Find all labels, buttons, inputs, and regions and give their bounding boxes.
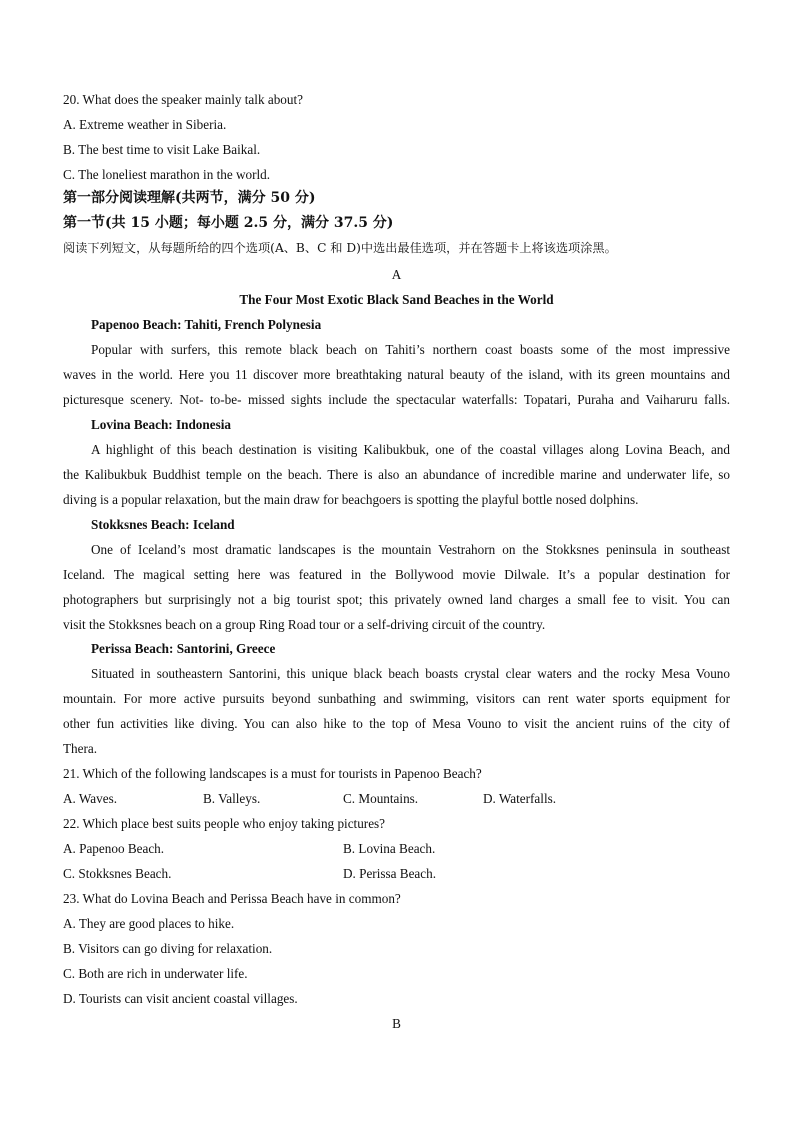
next-passage-letter: B <box>392 1016 401 1031</box>
passage-letter: A <box>391 267 402 282</box>
paragraph-line: mountain. For more active pursuits beyond sunbathing and swimming, visitors can rent water sports equipment for <box>63 691 730 706</box>
beach-heading: Stokksnes Beach: Iceland <box>91 517 235 532</box>
q21-option-c: C. Mountains. <box>343 791 419 806</box>
q20-option-c: C. The loneliest marathon in the world. <box>63 167 271 182</box>
q20-option-a: A. Extreme weather in Siberia. <box>63 117 227 132</box>
part-heading: 第一部分阅读理解(共两节，满分 50 分) <box>63 190 316 206</box>
beach-heading: Perissa Beach: Santorini, Greece <box>91 641 276 656</box>
paragraph-line: photographers but surprisingly not a big tourist spot; this privately owned land charges a small fee to visit. You can <box>63 592 730 607</box>
passage-title: The Four Most Exotic Black Sand Beaches in the World <box>239 292 554 307</box>
paragraph-line: waves in the world. Here you 11 discover more breathtaking natural beauty of the island, with its green mountains and <box>63 367 730 382</box>
q20-option-b: B. The best time to visit Lake Baikal. <box>63 142 261 157</box>
beach-heading: Papenoo Beach: Tahiti, French Polynesia <box>91 317 322 332</box>
instructions: 阅读下列短文，从每题所给的四个选项(A、B、C 和 D)中选出最佳选项，并在答题卡上将该选项涂黑。 <box>63 241 617 255</box>
paragraph-line: diving is a popular relaxation, but the main draw for beachgoers is spotting the playful bottle nosed dolphins. <box>63 492 639 507</box>
paragraph-line: Situated in southeastern Santorini, this unique black beach boasts crystal clear waters and the rocky Mesa Vouno <box>91 666 730 681</box>
q20-stem: 20. What does the speaker mainly talk about? <box>63 92 303 107</box>
q23-option-b: B. Visitors can go diving for relaxation. <box>63 941 273 956</box>
paragraph-line: picturesque scenery. Not- to-be- missed sights include the spectacular waterfalls: Topatari, Puraha and Vaiharuru falls. <box>63 392 730 407</box>
q22-option-a: A. Papenoo Beach. <box>63 841 165 856</box>
q22-stem: 22. Which place best suits people who enjoy taking pictures? <box>63 816 386 831</box>
paragraph-line: Popular with surfers, this remote black beach on Tahiti’s northern coast boasts some of the most impressive <box>91 342 730 357</box>
beach-heading: Lovina Beach: Indonesia <box>91 417 231 432</box>
q22-option-c: C. Stokksnes Beach. <box>63 866 172 881</box>
paragraph-line: Iceland. The magical setting here was featured in the Bollywood movie Dilwale. It’s a popular destination for <box>63 567 730 582</box>
q23-option-d: D. Tourists can visit ancient coastal villages. <box>63 991 298 1006</box>
paragraph-line: One of Iceland’s most dramatic landscapes is the mountain Vestrahorn on the Stokksnes peninsula in southeast <box>91 542 730 557</box>
q21-stem: 21. Which of the following landscapes is a must for tourists in Papenoo Beach? <box>63 766 482 781</box>
paragraph-line: A highlight of this beach destination is visiting Kalibukbuk, one of the coastal villages along Lovina Beach, and <box>91 442 730 457</box>
paragraph-line: the Kalibukbuk Buddhist temple on the beach. There is also an abundance of incredible marine and underwater life, so <box>63 467 730 482</box>
paragraph-line: other fun activities like diving. You can also hike to the top of Mesa Vouno to visit the ancient ruins of the city of <box>63 716 730 731</box>
q21-option-d: D. Waterfalls. <box>483 791 557 806</box>
q23-option-a: A. They are good places to hike. <box>63 916 235 931</box>
q22-option-d: D. Perissa Beach. <box>343 866 437 881</box>
q21-option-b: B. Valleys. <box>203 791 261 806</box>
paragraph-line: visit the Stokksnes beach on a group Ring Road tour or a self-driving circuit of the country. <box>63 617 546 632</box>
q22-option-b: B. Lovina Beach. <box>343 841 436 856</box>
q23-option-c: C. Both are rich in underwater life. <box>63 966 248 981</box>
q23-stem: 23. What do Lovina Beach and Perissa Beach have in common? <box>63 891 401 906</box>
paragraph-line: Thera. <box>63 741 98 756</box>
section-heading: 第一节(共 15 小题；每小题 2.5 分，满分 37.5 分) <box>63 215 394 231</box>
q21-option-a: A. Waves. <box>63 791 117 806</box>
